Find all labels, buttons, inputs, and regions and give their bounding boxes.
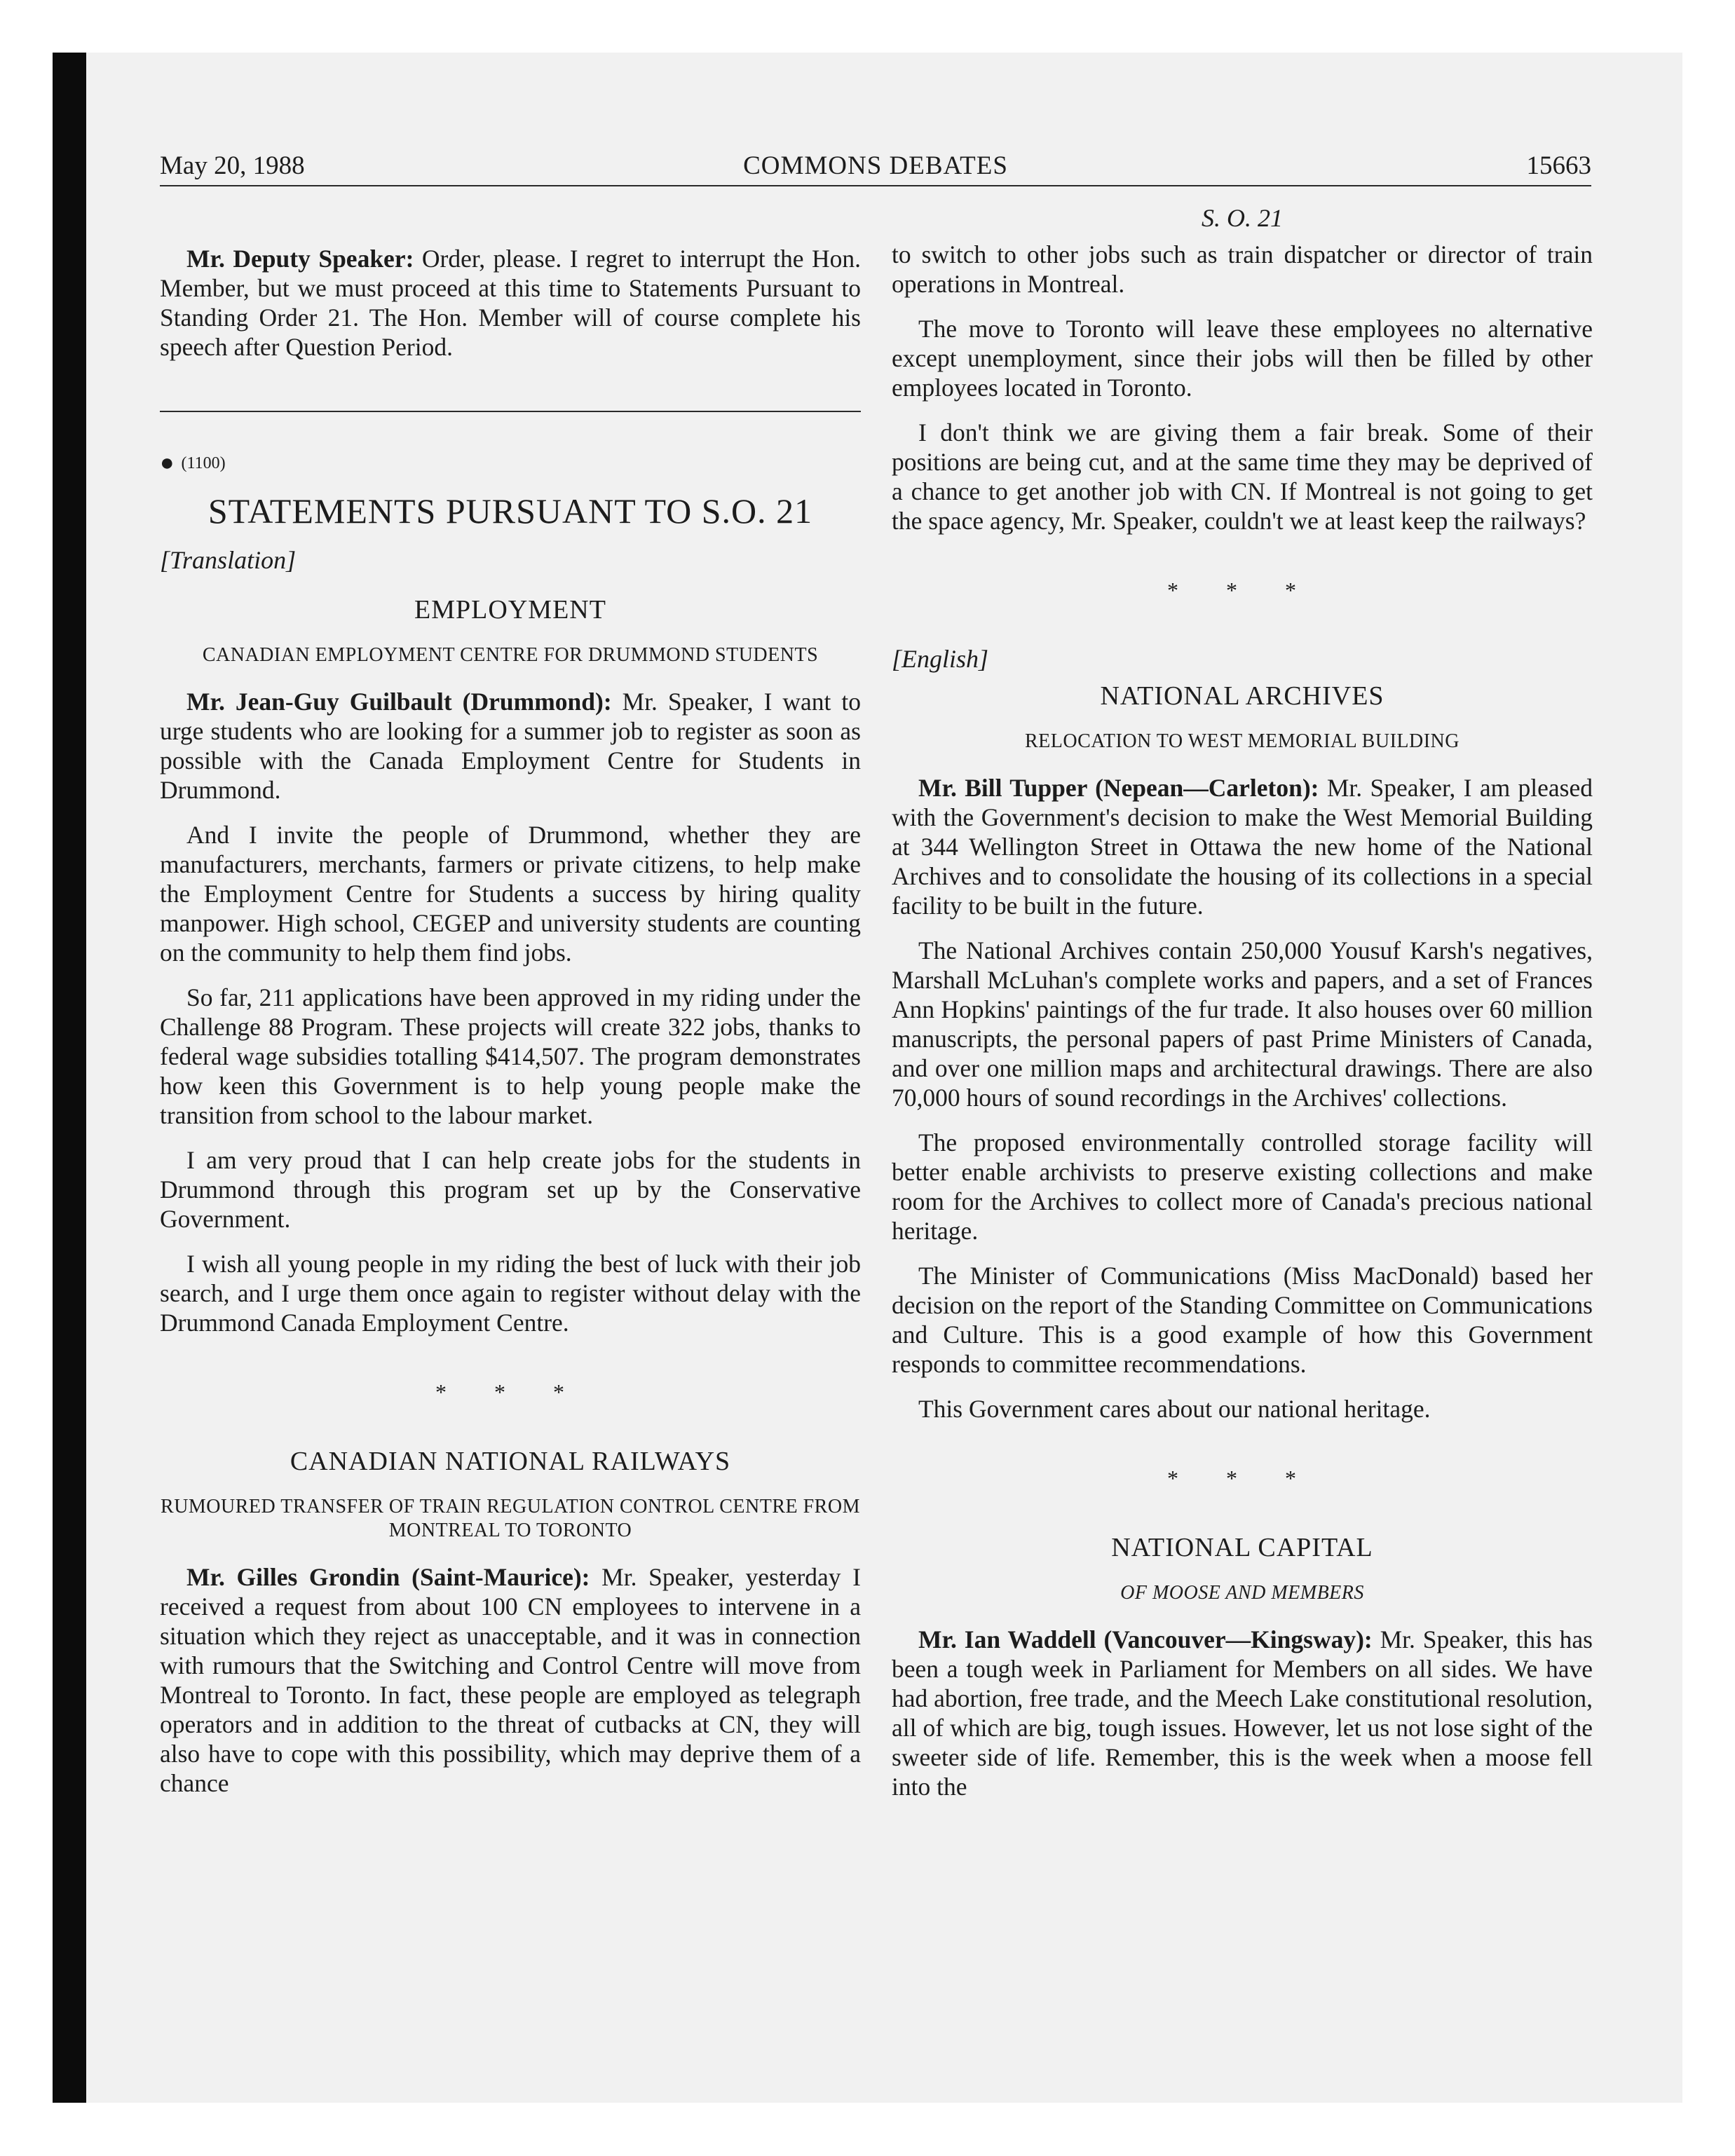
waddell-paragraph <box>892 1625 1593 1801</box>
paragraph-text: Mr. Speaker, this has been a tough week in Parliament for Members on all sides. We have had abortion, free trade, and the Meech Lake constitutional resolution, all of which are big, tough issues. However, let us not lose sight of the sweeter side of life. Remember, this is the week when a moose fell into the <box>892 1625 1593 1801</box>
paragraph-continued: to switch to other jobs such as train dispatcher or director of train operations in Montreal. <box>892 240 1593 298</box>
paragraph-text: Mr. Speaker, I want to urge students who are looking for a summer job to register as soon as possible with the Canada Employment Centre for Students in Drummond. <box>160 688 861 804</box>
header-rule <box>160 185 1591 186</box>
paragraph: So far, 211 applications have been approved in my riding under the Challenge 88 Program. These projects will create 322 jobs, thanks to federal wage subsidies totalling $414,507. The program demonstrates how keen this Government is to help young people make the transition from school to the labour market. <box>160 983 861 1129</box>
section-divider <box>160 411 861 412</box>
grondin-paragraph <box>160 1562 861 1798</box>
time-marker <box>160 450 861 476</box>
paragraph: The move to Toronto will leave these employees no alternative except unemployment, since their jobs will then be filled by other employees located in Toronto. <box>892 315 1593 402</box>
paragraph: And I invite the people of Drummond, whether they are manufacturers, merchants, farmers or private citizens, to help make the Employment Centre for Students a success by hiring quality manpower. High school, CEGEP and university students are counting on the community to help them find jobs. <box>160 821 861 967</box>
language-note: [Translation] <box>160 546 297 574</box>
topic-heading-archives: NATIONAL ARCHIVES <box>1100 681 1384 711</box>
paragraph: I wish all young people in my riding the best of luck with their job search, and I urge them once again to register without delay with the Drummond Canada Employment Centre. <box>160 1250 861 1337</box>
paragraph-text: Mr. Speaker, yesterday I received a request from about 100 CN employees to intervene in a situation which they reject as unacceptable, and it was in connection with rumours that the Switching and Control Centre will move from Montreal to Toronto. In fact, these people are employed as telegraph operators and in addition to the threat of cutbacks at CN, they will also have to cope with this possibility, which may deprive them of a chance <box>160 1563 861 1797</box>
asterisk-separator: * * * <box>1167 1466 1317 1491</box>
speaker-name: Mr. Jean-Guy Guilbault (Drummond): <box>186 688 612 716</box>
header-publication: COMMONS DEBATES <box>743 151 1008 180</box>
topic-heading-national-capital: NATIONAL CAPITAL <box>1111 1533 1373 1562</box>
asterisk-separator: * * * <box>435 1379 585 1405</box>
tupper-paragraph <box>892 773 1593 920</box>
asterisk-separator: * * * <box>1167 578 1317 603</box>
left-column <box>160 203 861 1813</box>
speaker-name: Mr. Deputy Speaker: <box>186 245 414 273</box>
header-date: May 20, 1988 <box>160 151 305 180</box>
bullet-icon: ● <box>160 450 175 476</box>
paragraph: The proposed environmentally controlled storage facility will better enable archivists to preserve existing collections and make room for the Archives to collect more of Canada's precious national heritage. <box>892 1128 1593 1245</box>
subtopic-heading: CANADIAN EMPLOYMENT CENTRE FOR DRUMMOND STUDENTS <box>202 644 819 666</box>
deputy-speaker-paragraph <box>160 244 861 362</box>
language-note: [English] <box>892 645 989 673</box>
binding-edge <box>53 53 86 2103</box>
time-marker-text: (1100) <box>181 454 226 472</box>
speaker-name: Mr. Bill Tupper (Nepean—Carleton): <box>918 774 1319 802</box>
topic-heading-railways: CANADIAN NATIONAL RAILWAYS <box>290 1447 731 1476</box>
paragraph: I am very proud that I can help create jobs for the students in Drummond through this program set up by the Conservative Government. <box>160 1146 861 1233</box>
topic-heading-employment: EMPLOYMENT <box>414 595 606 625</box>
subtopic-heading: OF MOOSE AND MEMBERS <box>1120 1582 1364 1604</box>
guilbault-paragraph <box>160 687 861 805</box>
header-page-number: 15663 <box>1526 151 1591 180</box>
paragraph-text: Order, please. I regret to interrupt the Hon. Member, but we must proceed at this time to Statements Pursuant to Standing Order 21. The Hon. Member will of course complete his speech after Question Period. <box>160 245 862 361</box>
paragraph: I don't think we are giving them a fair break. Some of their positions are being cut, and at the same time they may be deprived of a chance to get another job with CN. If Montreal is not going to get the space agency, Mr. Speaker, couldn't we at least keep the railways? <box>892 418 1593 535</box>
paragraph: This Government cares about our national heritage. <box>918 1395 1431 1423</box>
speaker-name: Mr. Gilles Grondin (Saint-Maurice): <box>186 1563 590 1591</box>
paragraph-text: Mr. Speaker, I am pleased with the Government's decision to make the West Memorial Building at 344 Wellington Street in Ottawa the new home of the National Archives and to consolidate the housing of its collections in a special facility to be built in the future. <box>892 774 1593 920</box>
right-column <box>892 203 1593 1817</box>
paragraph: The Minister of Communications (Miss MacDonald) based her decision on the report of the Standing Committee on Communications and Culture. This is a good example of how this Government responds to committee recommendations. <box>892 1262 1593 1378</box>
section-title: STATEMENTS PURSUANT TO S.O. 21 <box>207 491 813 531</box>
speaker-name: Mr. Ian Waddell (Vancouver—Kingsway): <box>918 1625 1373 1653</box>
subtopic-heading: RUMOURED TRANSFER OF TRAIN REGULATION CONTROL CENTRE FROM MONTREAL TO TORONTO <box>161 1496 860 1541</box>
standing-order-label: S. O. 21 <box>1202 204 1283 232</box>
paragraph: The National Archives contain 250,000 Yousuf Karsh's negatives, Marshall McLuhan's complete works and papers, and a set of Frances Ann Hopkins' paintings of the fur trade. It also houses over 60 million manuscripts, the personal papers of past Prime Ministers of Canada, and over one million maps and architectural drawings. There are also 70,000 hours of sound recordings in the Archives' collections. <box>892 936 1593 1112</box>
subtopic-heading: RELOCATION TO WEST MEMORIAL BUILDING <box>1025 730 1460 752</box>
